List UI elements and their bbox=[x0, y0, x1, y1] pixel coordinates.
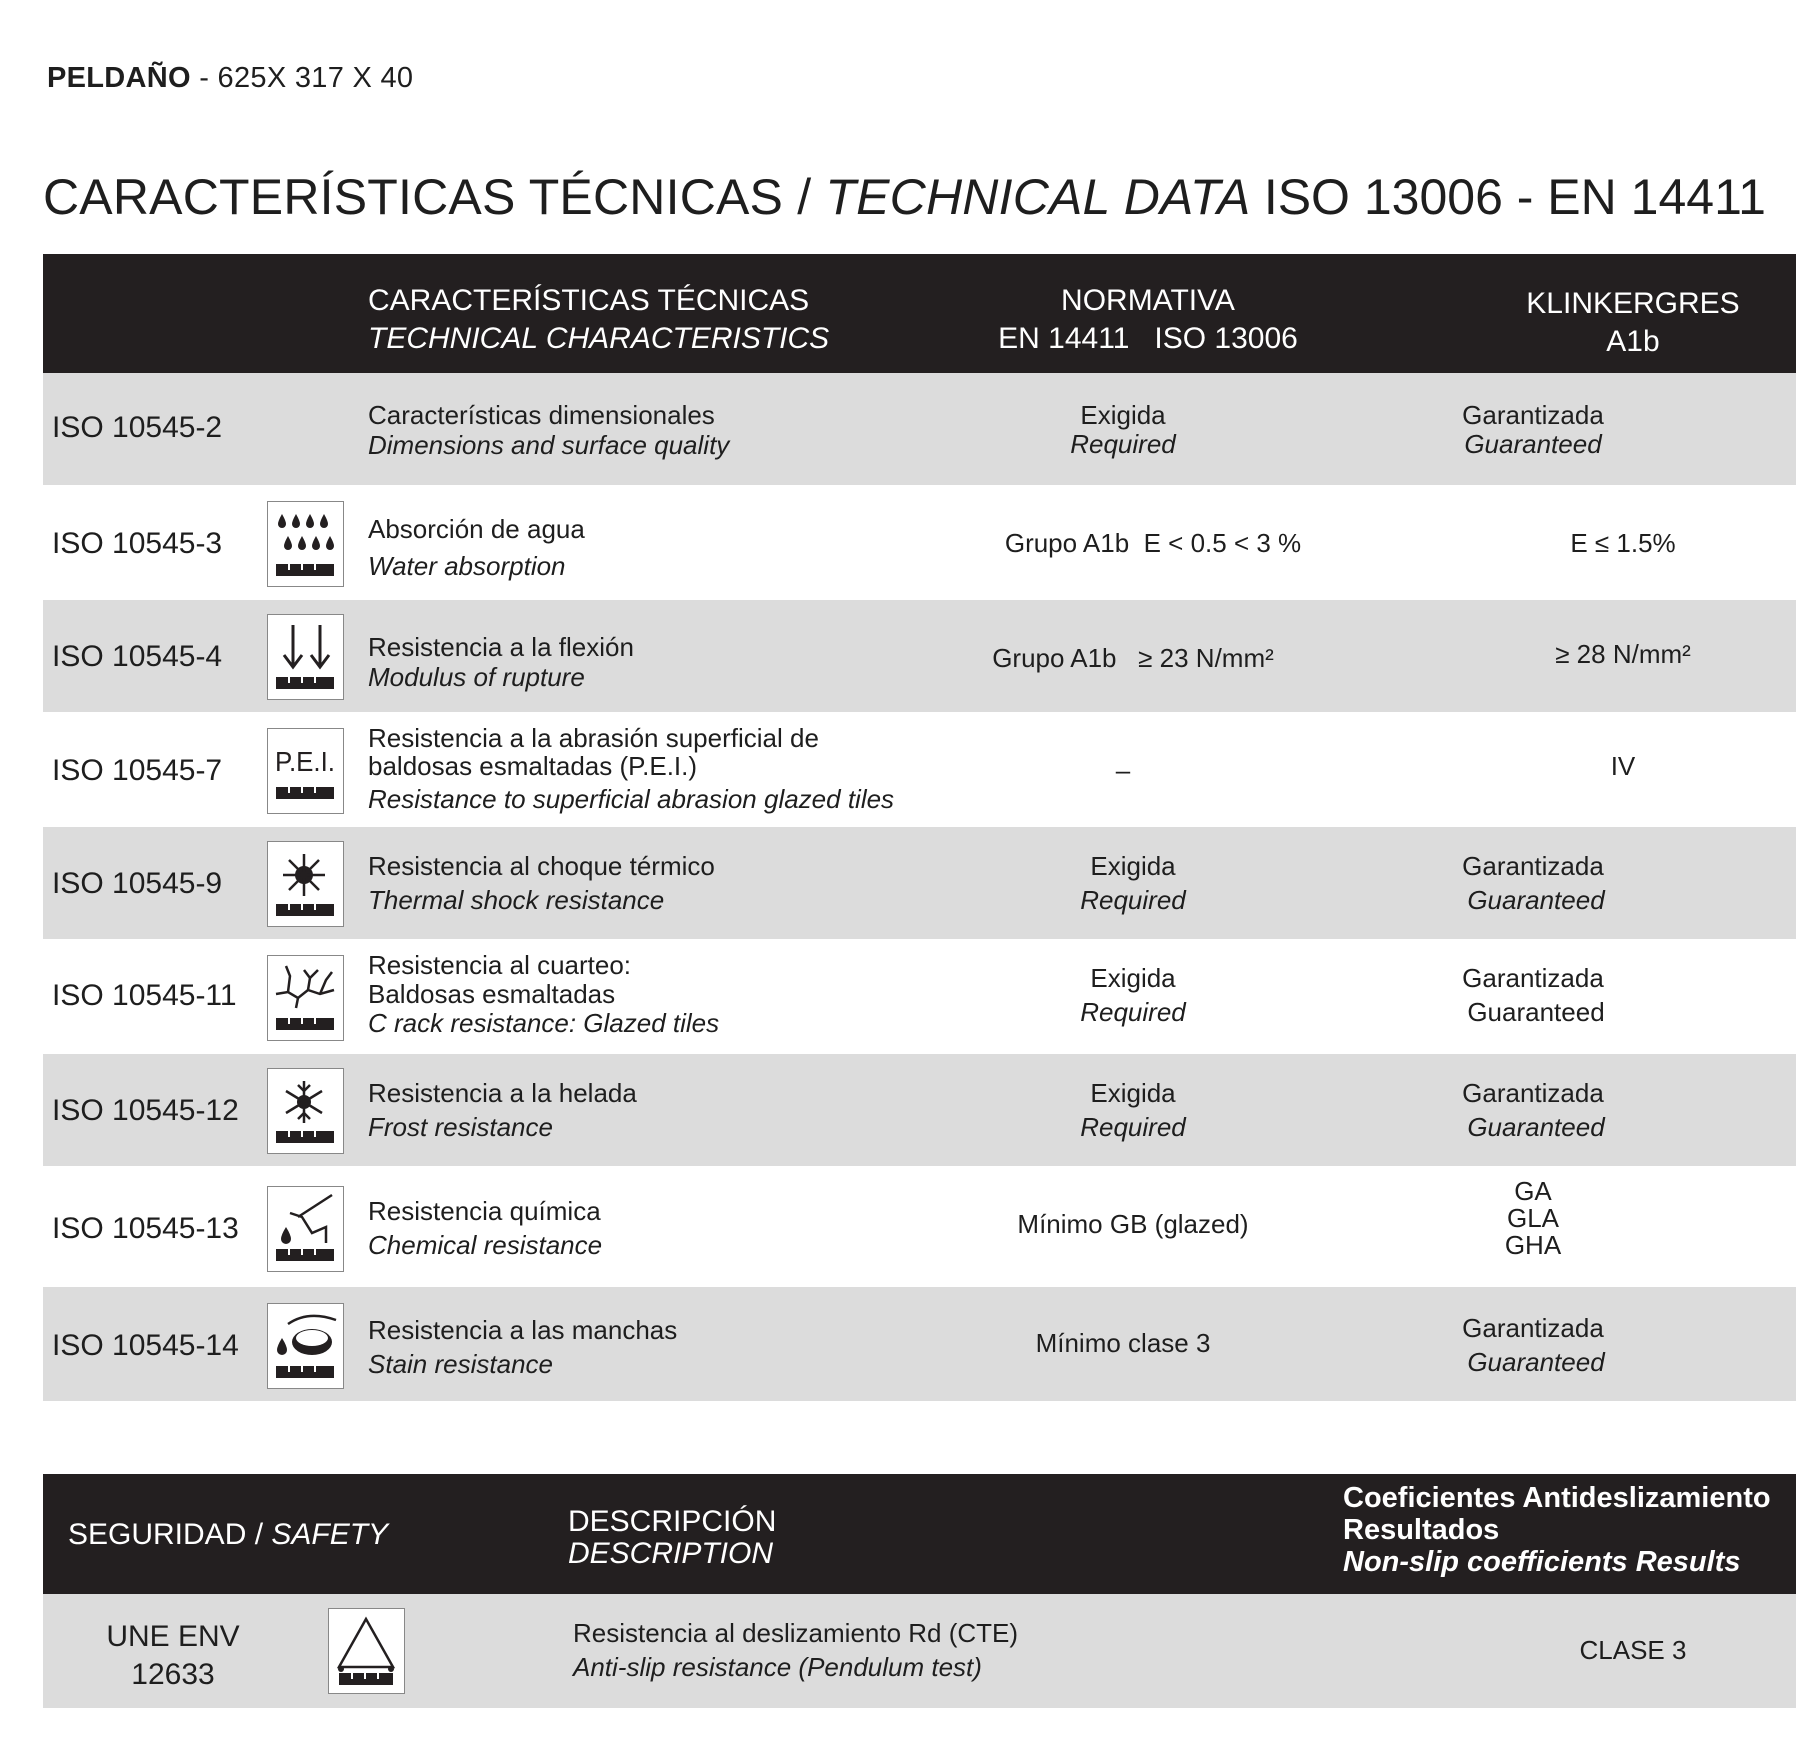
row-desc-es: Resistencia química bbox=[368, 1196, 601, 1226]
row-result-2: GLA bbox=[1506, 1203, 1560, 1233]
row-result-en: Guaranteed bbox=[1467, 1112, 1605, 1142]
safety-code-1: UNE ENV bbox=[106, 1620, 240, 1653]
coefficients-header-3: Non-slip coefficients Results bbox=[1343, 1546, 1741, 1578]
row-code: ISO 10545-7 bbox=[52, 754, 223, 787]
header-klinkergres: KLINKERGRES bbox=[1526, 287, 1740, 320]
row-norm-en: Required bbox=[1080, 997, 1186, 1027]
header-a1b: A1b bbox=[1606, 325, 1660, 358]
row-desc-es: Resistencia a la flexión bbox=[368, 632, 634, 662]
table-row bbox=[43, 941, 1796, 1053]
row-result: Garantizada bbox=[1462, 1078, 1604, 1108]
safety-header-es: SEGURIDAD / bbox=[68, 1518, 272, 1551]
row-desc-es-2: baldosas esmaltadas (P.E.I.) bbox=[368, 751, 698, 781]
table-row bbox=[43, 827, 1796, 939]
row-desc-en: Resistance to superficial abrasion glazed tiles bbox=[368, 784, 895, 814]
product-dimensions: - 625X 317 X 40 bbox=[190, 62, 414, 94]
table-row bbox=[43, 1168, 1796, 1287]
row-norm: Mínimo clase 3 bbox=[1035, 1328, 1211, 1358]
table-row bbox=[43, 373, 1796, 485]
page-title-en: TECHNICAL DATA bbox=[825, 169, 1251, 225]
row-code: ISO 10545-12 bbox=[52, 1094, 239, 1127]
row-result: Garantizada bbox=[1462, 963, 1604, 993]
row-desc-en: Dimensions and surface quality bbox=[368, 430, 730, 460]
table-row bbox=[43, 714, 1796, 826]
coefficients-header-1: Coeficientes Antideslizamiento bbox=[1343, 1482, 1771, 1514]
row-result: GA bbox=[1514, 1176, 1552, 1206]
row-code: ISO 10545-14 bbox=[52, 1329, 239, 1362]
frost-icon bbox=[267, 1068, 344, 1154]
row-desc-en: C rack resistance: Glazed tiles bbox=[368, 1008, 720, 1038]
table-row bbox=[43, 1054, 1796, 1166]
pendulum-icon bbox=[328, 1608, 405, 1694]
row-desc-en: Modulus of rupture bbox=[368, 662, 585, 692]
row-norm-en: Required bbox=[1080, 885, 1186, 915]
safety-table bbox=[43, 1474, 1796, 1711]
row-desc-en: Water absorption bbox=[368, 551, 566, 581]
table-header bbox=[43, 254, 1796, 373]
row-norm: Grupo A1b ≥ 23 N/mm² bbox=[992, 643, 1274, 673]
pei-icon bbox=[267, 728, 344, 814]
row-result: Garantizada bbox=[1462, 400, 1604, 430]
safety-result: CLASE 3 bbox=[1579, 1635, 1687, 1665]
row-code: ISO 10545-2 bbox=[52, 411, 223, 444]
safety-header-en: SAFETY bbox=[271, 1518, 389, 1551]
page-title bbox=[43, 168, 1250, 226]
page-title-es: CARACTERÍSTICAS TÉCNICAS / bbox=[43, 169, 826, 225]
row-desc-es-2: Baldosas esmaltadas bbox=[368, 979, 616, 1009]
header-characteristics-es: CARACTERÍSTICAS TÉCNICAS bbox=[368, 284, 810, 317]
row-desc-es: Resistencia al choque térmico bbox=[368, 851, 715, 881]
row-norm: – bbox=[1115, 755, 1131, 785]
header-norm-1: NORMATIVA bbox=[1061, 284, 1235, 317]
row-desc-en: Frost resistance bbox=[368, 1112, 553, 1142]
row-result: IV bbox=[1610, 751, 1636, 781]
technical-data-table bbox=[43, 254, 1796, 1404]
row-result-en: Guaranteed bbox=[1467, 997, 1605, 1027]
row-desc-en: Stain resistance bbox=[368, 1349, 553, 1379]
row-result: E ≤ 1.5% bbox=[1570, 528, 1676, 558]
row-code: ISO 10545-13 bbox=[52, 1212, 239, 1245]
row-code: ISO 10545-11 bbox=[52, 979, 237, 1012]
row-result: Garantizada bbox=[1462, 1313, 1604, 1343]
product-name: PELDAÑO bbox=[47, 62, 191, 94]
row-desc-en: Thermal shock resistance bbox=[368, 885, 665, 915]
safety-header bbox=[43, 1474, 1796, 1594]
chemical-icon bbox=[267, 1186, 344, 1272]
description-header-en: DESCRIPTION bbox=[568, 1537, 774, 1570]
flexion-arrows-icon bbox=[267, 614, 344, 700]
row-desc-es: Resistencia a la abrasión superficial de bbox=[368, 723, 819, 753]
safety-desc-es: Resistencia al deslizamiento Rd (CTE) bbox=[573, 1618, 1019, 1648]
row-norm-en: Required bbox=[1070, 429, 1176, 459]
row-result: ≥ 28 N/mm² bbox=[1555, 639, 1691, 669]
row-norm: Exigida bbox=[1080, 400, 1166, 430]
row-desc-es: Resistencia a las manchas bbox=[368, 1315, 678, 1345]
description-header-es: DESCRIPCIÓN bbox=[568, 1505, 777, 1538]
row-result-3: GHA bbox=[1504, 1230, 1562, 1260]
crack-icon bbox=[267, 955, 344, 1041]
iso-standard-title: ISO 13006 - EN 14411 bbox=[1263, 169, 1766, 225]
row-desc-es: Absorción de agua bbox=[368, 514, 585, 544]
row-desc-en: Chemical resistance bbox=[368, 1230, 603, 1260]
row-norm-en: Required bbox=[1080, 1112, 1186, 1142]
row-code: ISO 10545-9 bbox=[52, 867, 223, 900]
row-code: ISO 10545-4 bbox=[52, 640, 223, 673]
header-characteristics-en: TECHNICAL CHARACTERISTICS bbox=[368, 322, 830, 355]
table-row bbox=[43, 487, 1796, 599]
coefficients-header-2: Resultados bbox=[1343, 1514, 1500, 1546]
row-desc-es: Características dimensionales bbox=[368, 400, 715, 430]
thermal-shock-icon bbox=[267, 841, 344, 927]
svg-text:P.E.I.: P.E.I. bbox=[275, 746, 335, 777]
row-code: ISO 10545-3 bbox=[52, 527, 223, 560]
table-row bbox=[43, 1287, 1796, 1401]
row-desc-es: Resistencia al cuarteo: bbox=[368, 950, 632, 980]
row-norm: Grupo A1b E < 0.5 < 3 % bbox=[1004, 528, 1302, 558]
table-row bbox=[43, 1594, 1796, 1708]
safety-code-2: 12633 bbox=[131, 1658, 215, 1691]
row-result-en: Guaranteed bbox=[1464, 429, 1602, 459]
row-result: Garantizada bbox=[1462, 851, 1604, 881]
table-row bbox=[43, 600, 1796, 712]
row-desc-es: Resistencia a la helada bbox=[368, 1078, 637, 1108]
water-drops-icon bbox=[267, 501, 344, 587]
row-norm: Exigida bbox=[1090, 851, 1176, 881]
header-norm-2: EN 14411 ISO 13006 bbox=[998, 322, 1298, 355]
row-norm: Exigida bbox=[1090, 1078, 1176, 1108]
row-norm: Mínimo GB (glazed) bbox=[1017, 1209, 1249, 1239]
stain-icon bbox=[267, 1303, 344, 1389]
row-norm: Exigida bbox=[1090, 963, 1176, 993]
row-result-en: Guaranteed bbox=[1467, 1347, 1605, 1377]
row-result-en: Guaranteed bbox=[1467, 885, 1605, 915]
product-title bbox=[47, 62, 413, 95]
safety-desc-en: Anti-slip resistance (Pendulum test) bbox=[573, 1652, 982, 1682]
